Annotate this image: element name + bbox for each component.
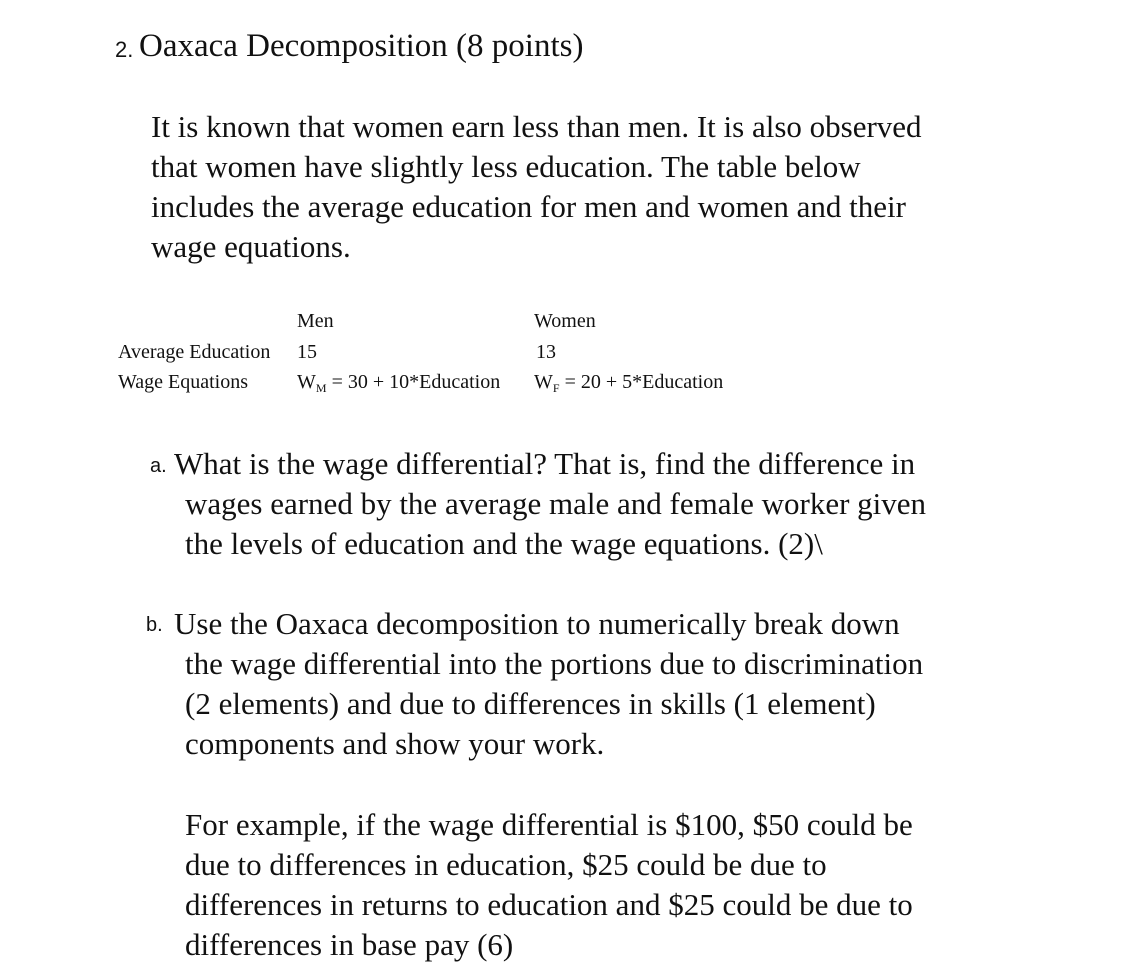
intro-line: that women have slightly less education. The table below	[151, 149, 861, 184]
men-wage-subscript: M	[315, 381, 327, 395]
question-b-marker: b.	[146, 614, 163, 636]
intro-line: includes the average education for men and women and their	[151, 189, 906, 224]
row-label-education: Average Education	[118, 341, 271, 363]
women-education-value: 13	[536, 341, 556, 363]
women-wage-formula: = 20 + 5*Education	[559, 371, 724, 393]
question-title: Oaxaca Decomposition (8 points)	[139, 28, 584, 64]
example-line: differences in returns to education and $25 could be due to	[185, 887, 913, 922]
example-line: differences in base pay (6)	[185, 927, 514, 962]
question-b-line: the wage differential into the portions due to discrimination	[185, 646, 924, 681]
intro-line: wage equations.	[151, 229, 351, 264]
question-number: 2.	[115, 37, 134, 62]
men-education-value: 15	[297, 341, 317, 363]
example-line: due to differences in education, $25 could be due to	[185, 847, 827, 882]
women-wage-var: W	[534, 371, 553, 393]
question-a-marker: a.	[150, 455, 167, 477]
table-header-men: Men	[297, 310, 334, 332]
men-wage-formula: = 30 + 10*Education	[326, 371, 501, 393]
intro-line: It is known that women earn less than men. It is also observed	[151, 109, 922, 144]
question-a-line: What is the wage differential? That is, find the difference in	[174, 446, 916, 481]
women-wage-subscript: F	[552, 381, 560, 395]
example-line: For example, if the wage differential is $100, $50 could be	[185, 807, 913, 842]
question-a-line: wages earned by the average male and female worker given	[185, 486, 927, 521]
question-b-line: (2 elements) and due to differences in skills (1 element)	[185, 686, 876, 721]
men-wage-equation	[297, 370, 500, 394]
question-b-line: components and show your work.	[185, 726, 605, 761]
women-wage-equation	[534, 370, 723, 394]
table-header-women: Women	[534, 310, 596, 332]
men-wage-var: W	[297, 371, 316, 393]
row-label-wage: Wage Equations	[118, 371, 249, 393]
question-b-line: Use the Oaxaca decomposition to numerically break down	[174, 606, 900, 641]
question-a-line: the levels of education and the wage equations. (2)\	[185, 526, 823, 561]
